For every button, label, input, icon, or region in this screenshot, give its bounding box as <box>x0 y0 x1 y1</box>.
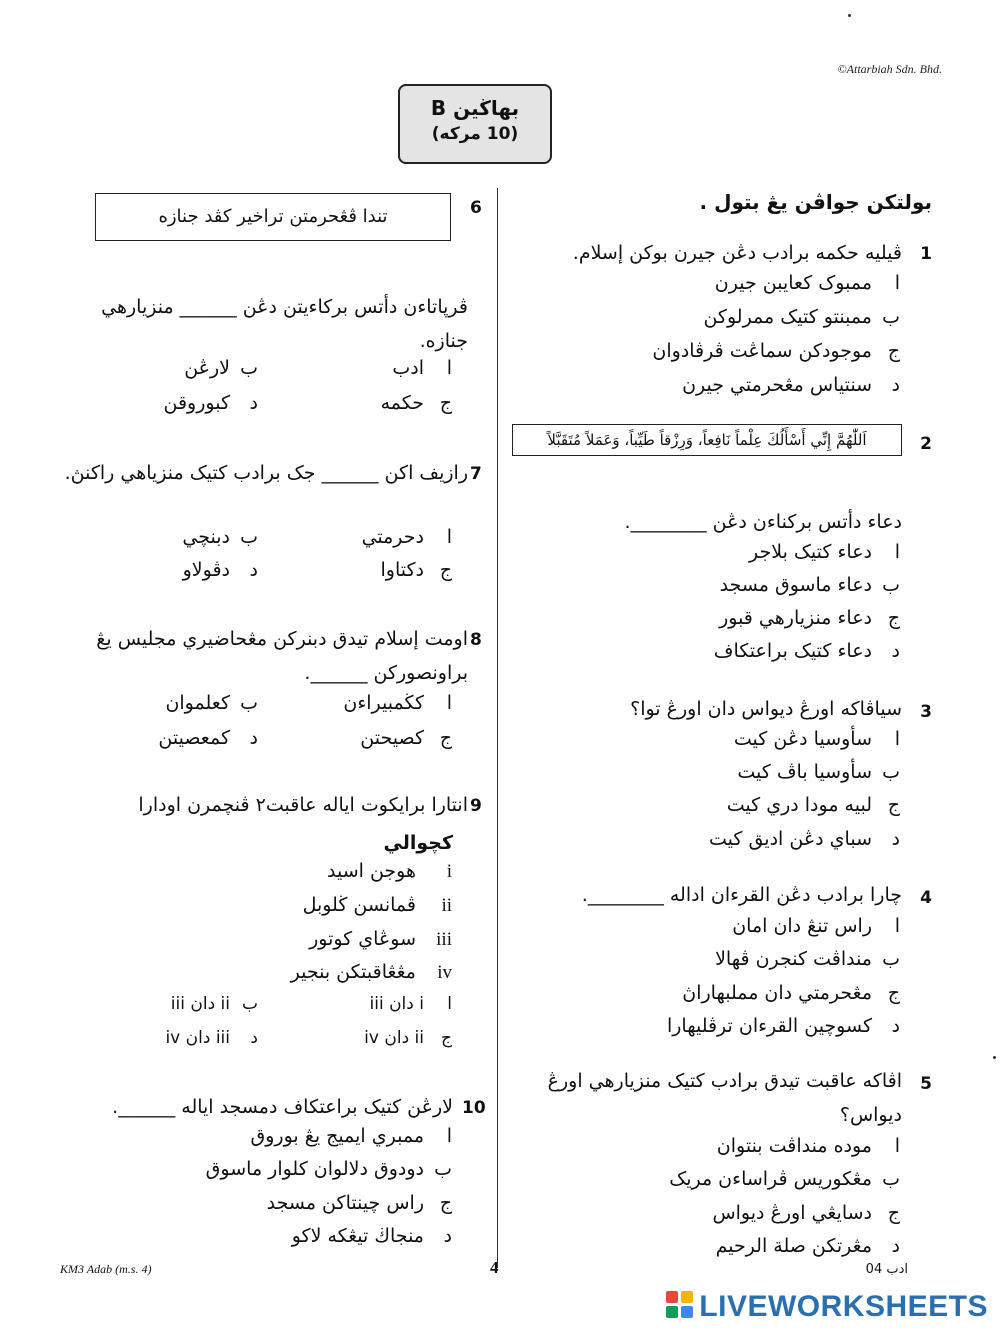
section-header-box <box>398 84 552 164</box>
question-text: سياڤاکه اورڠ ديواس دان اورڠ توا؟ <box>630 698 902 720</box>
option-text: مڠحرمتي دان مملبهاراڽ <box>682 982 872 1004</box>
question-number: 10 <box>462 1098 486 1118</box>
section-marks: (10 مرکه) <box>431 124 519 144</box>
option-a[interactable] <box>370 994 453 1014</box>
option-letter: ب <box>241 994 258 1014</box>
option-text: دعاء منزيارهي قبور <box>719 607 872 629</box>
question-number: 5 <box>920 1074 932 1094</box>
question-text: ڤرڽاتاءن دأتس برکاءيتن دڠن ______ منزيارهي جنازه. <box>101 296 468 352</box>
option-letter: ج <box>439 727 452 749</box>
option-letter: ج <box>887 607 900 629</box>
option-text: ii دان iii <box>170 994 230 1014</box>
question-number: 2 <box>920 434 932 454</box>
question-number: 9 <box>470 796 482 816</box>
option-a[interactable] <box>732 915 900 937</box>
option-letter: د <box>891 1015 900 1037</box>
option-text: دعاء کتيک بلاجر <box>749 541 872 563</box>
statement-item <box>303 894 452 917</box>
option-text: کبوروقن <box>163 392 230 414</box>
option-letter: ب <box>240 357 258 379</box>
option-a[interactable] <box>362 526 452 548</box>
option-d[interactable] <box>667 1015 900 1037</box>
option-c[interactable] <box>267 1192 452 1214</box>
option-text: کڬمبيراءن <box>343 692 424 714</box>
option-letter: ج <box>441 1028 452 1048</box>
option-b[interactable] <box>171 994 258 1014</box>
option-a[interactable] <box>717 1135 900 1157</box>
statement-text: هوجن اسيد <box>327 860 416 882</box>
option-a[interactable] <box>343 692 452 714</box>
option-text: منجاڬ تيڠکه لاکو <box>291 1225 424 1247</box>
option-text: دبنچي <box>182 526 230 548</box>
option-letter: ا <box>446 357 452 379</box>
option-text: حکمه <box>380 392 424 414</box>
copyright-text: ©Attarbiah Sdn. Bhd. <box>837 62 942 76</box>
option-letter: د <box>249 727 258 749</box>
option-text: موجودکن سماڠت ڤرڤادوان <box>652 340 872 362</box>
option-b[interactable] <box>720 574 900 596</box>
option-text: دکتاوا <box>380 559 424 581</box>
option-text: دڤولاو <box>182 559 230 581</box>
option-a[interactable] <box>734 728 900 750</box>
question-text: ڤيليه حکمه برادب دڠن جيرن بوکن إسلام. <box>572 242 902 264</box>
liveworksheets-logo-icon <box>665 1290 695 1320</box>
option-letter: ب <box>882 1168 900 1190</box>
option-letter: ج <box>887 794 900 816</box>
option-letter: د <box>249 392 258 414</box>
option-letter: ج <box>887 982 900 1004</box>
option-text: دعاء کتيک براعتکاف <box>713 640 872 662</box>
option-b[interactable] <box>182 526 258 548</box>
dua-box: اَللّٰهُمَّ إِنِّي أَسْأَلُكَ عِلْماً نَافِعاً، وَرِزْقاً طَيِّباً، وَعَمَلاً مُتَقَبَّلاً <box>512 424 902 456</box>
option-c[interactable] <box>381 392 452 414</box>
option-d[interactable] <box>183 559 258 581</box>
option-letter: ب <box>882 306 900 328</box>
option-text: لارڠن <box>184 357 230 379</box>
option-a[interactable] <box>749 541 900 563</box>
option-d[interactable] <box>164 392 259 414</box>
option-letter: د <box>891 1235 900 1257</box>
roman-numeral: i <box>446 861 452 882</box>
question-number: 1 <box>920 244 932 264</box>
option-text: سأوسيا باڤ کيت <box>737 761 872 783</box>
option-letter: ا <box>446 526 452 548</box>
option-letter: ا <box>894 915 900 937</box>
option-letter: د <box>891 374 900 396</box>
option-text: ii دان iv <box>364 1028 424 1048</box>
option-text: ممبوک کعايبن جيرن <box>714 272 872 294</box>
option-letter: ا <box>446 692 452 714</box>
option-letter: ج <box>887 340 900 362</box>
statement-box: تندا ڤڠحرمتن تراخير کڤد جنازه <box>95 193 451 241</box>
option-letter: ج <box>439 392 452 414</box>
option-text: راس تنڠ دان امان <box>732 915 872 937</box>
option-letter: ج <box>439 1192 452 1214</box>
option-text: کمعصيتن <box>158 727 230 749</box>
roman-numeral: ii <box>441 895 452 916</box>
option-text: سأوسيا دڠن کيت <box>733 728 872 750</box>
option-text: کسوچين القرءان ترڤليهارا <box>666 1015 872 1037</box>
statement-text: ڤمانسن ڬلوبل <box>302 894 416 916</box>
option-d[interactable] <box>165 1028 258 1048</box>
option-text: مڠکوريس ڤراساءن مريک <box>669 1168 872 1190</box>
option-text: مڠرتکن صلة الرحيم <box>715 1235 872 1257</box>
brand-text: LIVEWORKSHEETS <box>699 1290 988 1323</box>
liveworksheets-brand[interactable] <box>665 1290 988 1324</box>
option-text: سباي دڠن اديق کيت <box>708 828 872 850</box>
option-letter: ج <box>887 1202 900 1224</box>
question-text: رازيف اکن ______ جک برادب کتيک منزياهي راکنڽ. <box>64 462 468 484</box>
option-letter: ا <box>894 1135 900 1157</box>
instruction-text: بولتکن جواڤن يڠ بتول . <box>699 190 932 214</box>
roman-numeral: iii <box>436 929 452 950</box>
question-number: 7 <box>470 464 482 484</box>
statement-text: مڠڠاقبتکن بنجير <box>290 961 416 983</box>
option-c[interactable] <box>360 727 452 749</box>
option-text: ممبنتو کتيک ممرلوکن <box>703 306 872 328</box>
option-letter: ا <box>894 272 900 294</box>
option-c[interactable] <box>712 1202 900 1224</box>
option-letter: ا <box>446 1125 452 1147</box>
statement-item <box>309 928 452 951</box>
footer-subject: ادب 04 <box>865 1262 908 1277</box>
option-c[interactable] <box>364 1028 452 1048</box>
option-letter: ب <box>240 526 258 548</box>
option-d[interactable] <box>714 640 900 662</box>
option-text: کصيحتن <box>360 727 424 749</box>
option-b[interactable] <box>703 306 900 328</box>
option-text: سنتياس مڠحرمتي جيرن <box>682 374 872 396</box>
option-c[interactable] <box>682 982 900 1004</box>
option-text: لبيه مودا دري کيت <box>726 794 872 816</box>
scan-dot <box>848 14 851 17</box>
option-d[interactable] <box>682 374 900 396</box>
option-letter: ب <box>240 692 258 714</box>
question-text: چارا برادب دڠن القرءان اداله ________. <box>581 884 902 906</box>
column-divider <box>497 188 498 1268</box>
question-number: 6 <box>470 198 482 218</box>
option-b[interactable] <box>669 1168 900 1190</box>
option-text: iii دان iv <box>165 1028 230 1048</box>
option-letter: د <box>891 828 900 850</box>
scan-dot <box>993 1056 996 1059</box>
option-text: ادب <box>392 357 424 379</box>
option-letter: ج <box>439 559 452 581</box>
option-b[interactable] <box>206 1158 452 1180</box>
option-text: دعاء ماسوق مسجد <box>719 574 872 596</box>
option-b[interactable] <box>715 948 900 970</box>
option-text: i دان iii <box>369 994 424 1014</box>
option-d[interactable] <box>709 828 900 850</box>
option-letter: ا <box>447 994 452 1014</box>
option-letter: ب <box>434 1158 452 1180</box>
question-text: انتارا برايکوت اياله عاقبت٢ ڤنچمرن اودارا <box>138 794 468 816</box>
question-emphasis: کچوالي <box>383 832 453 854</box>
page-number: 4 <box>490 1258 499 1277</box>
option-text: منداڤت کنجرن ڤهالا <box>715 948 872 970</box>
option-text: راس چينتاکن مسجد <box>266 1192 424 1214</box>
question-number: 4 <box>920 888 932 908</box>
option-b[interactable] <box>737 761 900 783</box>
option-text: دسايڠي اورڠ ديواس <box>712 1202 872 1224</box>
option-letter: ب <box>882 761 900 783</box>
option-text: ممبري ايميج يڠ بوروق <box>250 1125 424 1147</box>
option-letter: د <box>891 640 900 662</box>
question-text: لارڠن کتيک براعتکاف دمسجد اياله ______. <box>112 1096 453 1118</box>
option-text: دحرمتي <box>361 526 424 548</box>
option-letter: ب <box>882 948 900 970</box>
question-text: اومت إسلام تيدق دبنرکن مڠحاضيري مجليس يڠ براونصورکن ______. <box>96 628 468 684</box>
question-number: 3 <box>920 702 932 722</box>
option-letter: ب <box>882 574 900 596</box>
footer-code: KM3 Adab (m.s. 4) <box>60 1262 152 1276</box>
option-b[interactable] <box>165 692 258 714</box>
option-c[interactable] <box>719 607 900 629</box>
roman-numeral: iv <box>437 962 452 983</box>
option-a[interactable] <box>250 1125 452 1147</box>
option-d[interactable] <box>292 1225 452 1247</box>
option-c[interactable] <box>652 340 900 362</box>
option-d[interactable] <box>158 727 258 749</box>
option-b[interactable] <box>184 357 258 379</box>
option-c[interactable] <box>381 559 452 581</box>
section-title: بهاڬين B <box>430 96 520 120</box>
option-letter: د <box>250 1028 258 1048</box>
option-text: موده منداڤت بنتوان <box>716 1135 872 1157</box>
statement-item <box>327 860 452 883</box>
statement-text: سوڠاي کوتور <box>309 928 416 950</box>
option-letter: د <box>249 559 258 581</box>
option-a[interactable] <box>715 272 900 294</box>
option-letter: ا <box>894 541 900 563</box>
option-a[interactable] <box>392 357 452 379</box>
question-text: اڤاکه عاقبت تيدق برادب کتيک منزيارهي اورڠ ديواس؟ <box>547 1070 902 1126</box>
statement-item <box>291 961 452 984</box>
option-text: کعلموان <box>165 692 230 714</box>
question-text: دعاء دأتس برکناءن دڠن ________. <box>624 511 902 533</box>
question-number: 8 <box>470 630 482 650</box>
option-text: دودوق دلالوان کلوار ماسوق <box>205 1158 424 1180</box>
option-letter: د <box>443 1225 452 1247</box>
option-d[interactable] <box>716 1235 900 1257</box>
option-c[interactable] <box>727 794 900 816</box>
option-letter: ا <box>894 728 900 750</box>
